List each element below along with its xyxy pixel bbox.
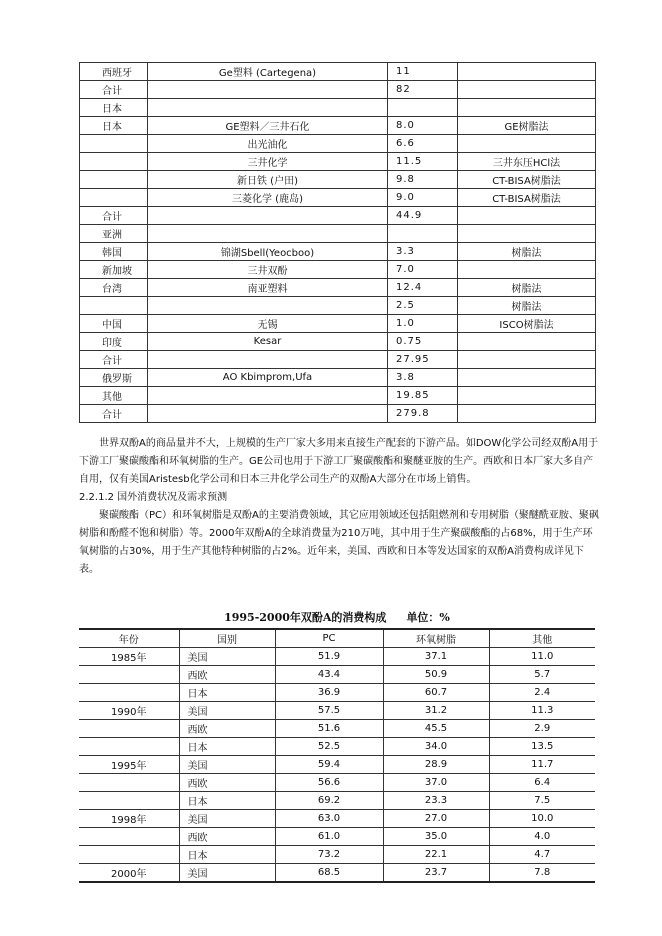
pc-cell: 63.0 [275,810,383,828]
table-unit: 单位：% [406,611,450,624]
capacity-cell [388,99,458,117]
region-cell [80,171,148,189]
epoxy-cell: 28.9 [383,756,489,774]
table-row [79,864,595,883]
other-cell: 4.0 [489,828,595,846]
other-cell: 7.8 [489,864,595,883]
year-cell [79,738,179,756]
country-cell: 美国 [179,864,275,883]
producer-cell [148,99,388,117]
other-cell: 11.0 [489,648,595,666]
process-cell [458,261,596,279]
table-row [80,369,596,387]
table-row [80,243,596,261]
other-cell: 11.7 [489,756,595,774]
pc-cell: 69.2 [275,792,383,810]
other-cell: 2.4 [489,684,595,702]
capacity-cell: 7.0 [388,261,458,279]
table-row [79,648,595,666]
table-row [80,135,596,153]
country-cell: 美国 [179,648,275,666]
other-cell: 6.4 [489,774,595,792]
capacity-cell: 44.9 [388,207,458,225]
process-cell [458,369,596,387]
process-cell: 树脂法 [458,297,596,315]
region-cell: 其他 [80,387,148,405]
process-cell: CT-BISA树脂法 [458,189,596,207]
producer-cell: 南亚塑料 [148,279,388,297]
capacity-cell: 9.0 [388,189,458,207]
column-header: 国别 [179,629,275,648]
producer-cell [148,207,388,225]
producer-cell [148,81,388,99]
region-cell: 合计 [80,81,148,99]
country-cell: 日本 [179,792,275,810]
table-row [79,666,595,684]
producer-cell [148,225,388,243]
table-row [79,684,595,702]
process-cell [458,99,596,117]
paragraph-market: 世界双酚A的商品量并不大，上规模的生产厂家大多用来直接生产配套的下游产品。如DOW化学公司经双酚A用于下游工厂聚碳酸酯和环氧树脂的生产。GE公司也用于下游工厂聚碳酸酯和聚醚亚胺的生产。西欧和日本厂家大多自产自用，仅有美国Aristesb化学公司和日本三井化学公司生产的双酚A大部分在市场上销售。 [79,438,599,485]
paragraph-consumption: 聚碳酸酯（PC）和环氧树脂是双酚A的主要消费领域，其它应用领域还包括阻燃剂和专用树脂（聚醚酰亚胺、聚砜树脂和酚醛不饱和树脂）等。2000年双酚A的全球消费量为210万吨，其中用于生产聚碳酸酯的占68%，用于生产环氧树脂的占30%，用于生产其他特种树脂的占2%。近年来，美国、西欧和日本等发达国家的双酚A消费构成详见下表。 [79,510,599,575]
region-cell: 新加坡 [80,261,148,279]
table-row [80,387,596,405]
producer-cell: 新日铁 (户田) [148,171,388,189]
region-cell [80,297,148,315]
year-cell [79,828,179,846]
capacity-cell: 8.0 [388,117,458,135]
producer-cell: 出光油化 [148,135,388,153]
country-cell: 西欧 [179,720,275,738]
table-row [80,261,596,279]
year-cell: 1990年 [79,702,179,720]
epoxy-cell: 22.1 [383,846,489,864]
region-cell: 合计 [80,351,148,369]
table-row [79,720,595,738]
table-row [79,810,595,828]
year-cell: 2000年 [79,864,179,883]
table-row [80,99,596,117]
year-cell [79,666,179,684]
capacity-cell: 2.5 [388,297,458,315]
country-cell: 西欧 [179,774,275,792]
year-cell [79,684,179,702]
region-cell [80,135,148,153]
region-cell: 日本 [80,99,148,117]
epoxy-cell: 37.0 [383,774,489,792]
producer-cell: GE塑料／三井石化 [148,117,388,135]
table-row [80,63,596,81]
capacity-cell: 11 [388,63,458,81]
table-row [80,333,596,351]
region-cell: 日本 [80,117,148,135]
section-heading: 2.2.1.2 国外消费状况及需求预测 [79,492,228,503]
capacity-cell: 27.95 [388,351,458,369]
other-cell: 4.7 [489,846,595,864]
table-caption [79,609,595,625]
table-row [80,405,596,423]
process-cell [458,333,596,351]
process-cell: ISCO树脂法 [458,315,596,333]
table-row [79,792,595,810]
capacity-cell: 1.0 [388,315,458,333]
process-cell [458,63,596,81]
table-title: 1995-2000年双酚A的消费构成 [224,611,387,624]
epoxy-cell: 35.0 [383,828,489,846]
process-cell: 树脂法 [458,243,596,261]
table-row [79,756,595,774]
other-cell: 11.3 [489,702,595,720]
epoxy-cell: 23.3 [383,792,489,810]
process-cell [458,405,596,423]
process-cell [458,81,596,99]
pc-cell: 36.9 [275,684,383,702]
column-header: 其他 [489,629,595,648]
country-cell: 日本 [179,738,275,756]
country-cell: 西欧 [179,666,275,684]
producer-cell: Kesar [148,333,388,351]
table-row [80,81,596,99]
producer-cell [148,351,388,369]
producer-cell: AO Kbimprom,Ufa [148,369,388,387]
table-row [79,774,595,792]
region-cell: 西班牙 [80,63,148,81]
capacity-cell: 6.6 [388,135,458,153]
table-row [79,702,595,720]
producer-cell: Ge塑料 (Cartegena) [148,63,388,81]
process-cell [458,351,596,369]
table-header-row [79,629,595,648]
column-header: 年份 [79,629,179,648]
producer-cell: 锦湖Sbell(Yeocboo) [148,243,388,261]
pc-cell: 56.6 [275,774,383,792]
region-cell: 韩国 [80,243,148,261]
country-cell: 美国 [179,810,275,828]
table-row [80,207,596,225]
table-row [80,171,596,189]
epoxy-cell: 23.7 [383,864,489,883]
country-cell: 美国 [179,756,275,774]
country-cell: 日本 [179,846,275,864]
column-header: 环氧树脂 [383,629,489,648]
pc-cell: 57.5 [275,702,383,720]
column-header: PC [275,629,383,648]
other-cell: 2.9 [489,720,595,738]
table-row [80,225,596,243]
table-row [80,117,596,135]
other-cell: 10.0 [489,810,595,828]
process-cell: 三井东压HCl法 [458,153,596,171]
pc-cell: 68.5 [275,864,383,883]
capacity-cell [388,225,458,243]
region-cell: 中国 [80,315,148,333]
year-cell: 1985年 [79,648,179,666]
year-cell [79,792,179,810]
producer-table [79,62,596,423]
consumption-table [79,628,595,883]
capacity-cell: 12.4 [388,279,458,297]
producer-cell: 无锡 [148,315,388,333]
pc-cell: 59.4 [275,756,383,774]
producer-cell [148,387,388,405]
process-cell: GE树脂法 [458,117,596,135]
other-cell: 13.5 [489,738,595,756]
producer-cell [148,405,388,423]
capacity-cell: 19.85 [388,387,458,405]
pc-cell: 61.0 [275,828,383,846]
pc-cell: 51.9 [275,648,383,666]
capacity-cell: 9.8 [388,171,458,189]
producer-cell: 三井化学 [148,153,388,171]
pc-cell: 51.6 [275,720,383,738]
process-cell: 树脂法 [458,279,596,297]
region-cell: 印度 [80,333,148,351]
table-row [80,297,596,315]
epoxy-cell: 34.0 [383,738,489,756]
year-cell [79,774,179,792]
country-cell: 日本 [179,684,275,702]
epoxy-cell: 60.7 [383,684,489,702]
epoxy-cell: 50.9 [383,666,489,684]
epoxy-cell: 31.2 [383,702,489,720]
epoxy-cell: 27.0 [383,810,489,828]
country-cell: 西欧 [179,828,275,846]
region-cell: 合计 [80,207,148,225]
capacity-cell: 3.8 [388,369,458,387]
process-cell [458,207,596,225]
year-cell: 1995年 [79,756,179,774]
region-cell [80,189,148,207]
process-cell [458,387,596,405]
region-cell [80,153,148,171]
epoxy-cell: 45.5 [383,720,489,738]
year-cell: 1998年 [79,810,179,828]
region-cell: 亚洲 [80,225,148,243]
epoxy-cell: 37.1 [383,648,489,666]
region-cell: 台湾 [80,279,148,297]
table-row [79,738,595,756]
capacity-cell: 82 [388,81,458,99]
pc-cell: 73.2 [275,846,383,864]
producer-cell [148,297,388,315]
capacity-cell: 3.3 [388,243,458,261]
year-cell [79,846,179,864]
year-cell [79,720,179,738]
table-row [80,315,596,333]
table-row [80,279,596,297]
producer-cell: 三菱化学 (鹿岛) [148,189,388,207]
region-cell: 俄罗斯 [80,369,148,387]
table-row [79,828,595,846]
process-cell [458,225,596,243]
table-row [80,189,596,207]
other-cell: 5.7 [489,666,595,684]
table-row [79,846,595,864]
pc-cell: 43.4 [275,666,383,684]
process-cell [458,135,596,153]
region-cell: 合计 [80,405,148,423]
pc-cell: 52.5 [275,738,383,756]
body-text [79,435,599,579]
other-cell: 7.5 [489,792,595,810]
capacity-cell: 279.8 [388,405,458,423]
country-cell: 美国 [179,702,275,720]
process-cell: CT-BISA树脂法 [458,171,596,189]
capacity-cell: 0.75 [388,333,458,351]
producer-cell: 三井双酚 [148,261,388,279]
table-row [80,351,596,369]
table-row [80,153,596,171]
capacity-cell: 11.5 [388,153,458,171]
